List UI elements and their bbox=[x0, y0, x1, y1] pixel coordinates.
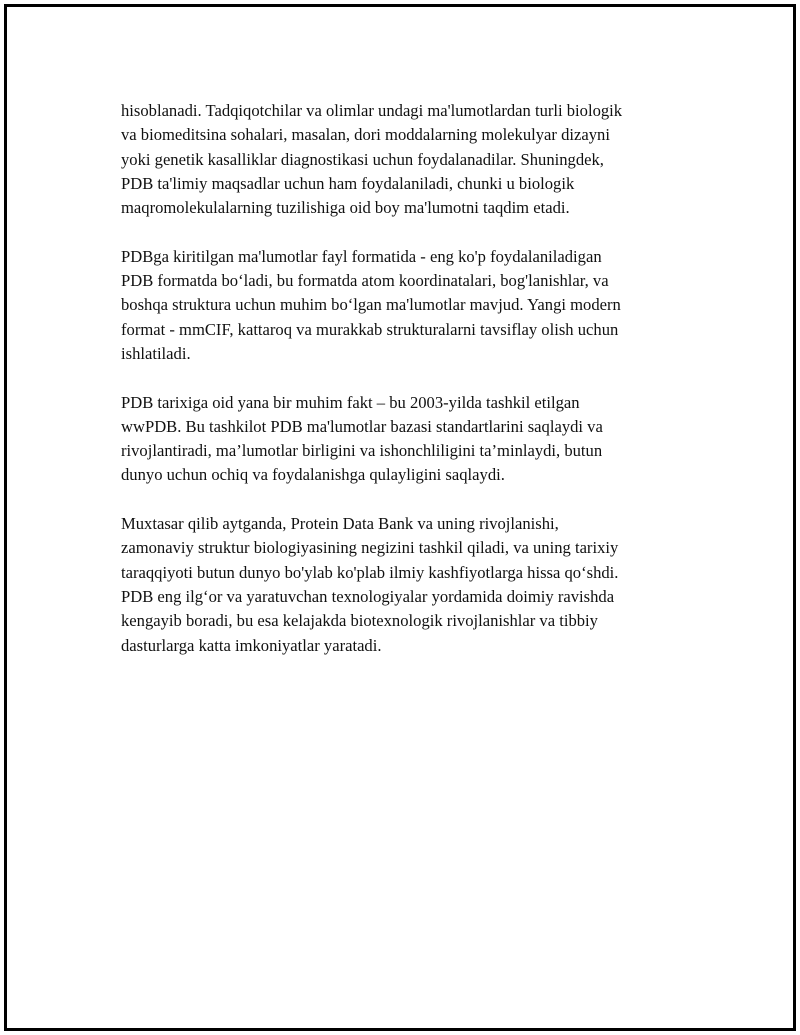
paragraph-1 bbox=[121, 99, 696, 220]
text-line: zamonaviy struktur biologiyasining negizini tashkil qiladi, va uning tarixiy bbox=[121, 538, 619, 558]
text-line: PDB eng ilg‘or va yaratuvchan texnologiyalar yordamida doimiy ravishda bbox=[121, 586, 615, 606]
document-page bbox=[4, 4, 796, 1031]
text-line: maqromolekulalarning tuzilishiga oid boy ma'lumotni taqdim etadi. bbox=[121, 198, 570, 218]
text-line: Muxtasar qilib aytganda, Protein Data Bank va uning rivojlanishi, bbox=[121, 514, 559, 534]
paragraph-4 bbox=[121, 512, 696, 658]
text-line: dasturlarga katta imkoniyatlar yaratadi. bbox=[121, 635, 382, 655]
text-line: taraqqiyoti butun dunyo bo'ylab ko'plab ilmiy kashfiyotlarga hissa qo‘shdi. bbox=[121, 562, 619, 582]
text-line: va biomeditsina sohalari, masalan, dori moddalarning molekulyar dizayni bbox=[121, 125, 610, 145]
text-line: wwPDB. Bu tashkilot PDB ma'lumotlar bazasi standartlarini saqlaydi va bbox=[121, 416, 603, 436]
paragraph-3 bbox=[121, 391, 696, 488]
text-line: PDB tarixiga oid yana bir muhim fakt – bu 2003-yilda tashkil etilgan bbox=[121, 392, 580, 412]
text-line: hisoblanadi. Tadqiqotchilar va olimlar undagi ma'lumotlardan turli biologik bbox=[121, 101, 623, 120]
text-line: PDBga kiritilgan ma'lumotlar fayl formatida - eng ko'p foydalaniladigan bbox=[121, 246, 602, 266]
text-line: PDB ta'limiy maqsadlar uchun ham foydalaniladi, chunki u biologik bbox=[121, 173, 575, 193]
text-line: rivojlantiradi, ma’lumotlar birligini va ishonchliligini ta’minlaydi, butun bbox=[121, 441, 603, 461]
text-line: PDB formatda bo‘ladi, bu formatda atom koordinatalari, bog'lanishlar, va bbox=[121, 271, 609, 291]
text-line: kengayib boradi, bu esa kelajakda biotexnologik rivojlanishlar va tibbiy bbox=[121, 611, 598, 631]
text-line: boshqa struktura uchun muhim bo‘lgan ma'lumotlar mavjud. Yangi modern bbox=[121, 295, 621, 315]
document-body bbox=[121, 99, 696, 682]
text-line: yoki genetik kasalliklar diagnostikasi uchun foydalanadilar. Shuningdek, bbox=[121, 149, 604, 169]
paragraph-2 bbox=[121, 245, 696, 366]
text-line: dunyo uchun ochiq va foydalanishga qulayligini saqlaydi. bbox=[121, 465, 505, 485]
text-line: format - mmCIF, kattaroq va murakkab strukturalarni tavsiflay olish uchun bbox=[121, 319, 619, 339]
text-line: ishlatiladi. bbox=[121, 343, 191, 363]
